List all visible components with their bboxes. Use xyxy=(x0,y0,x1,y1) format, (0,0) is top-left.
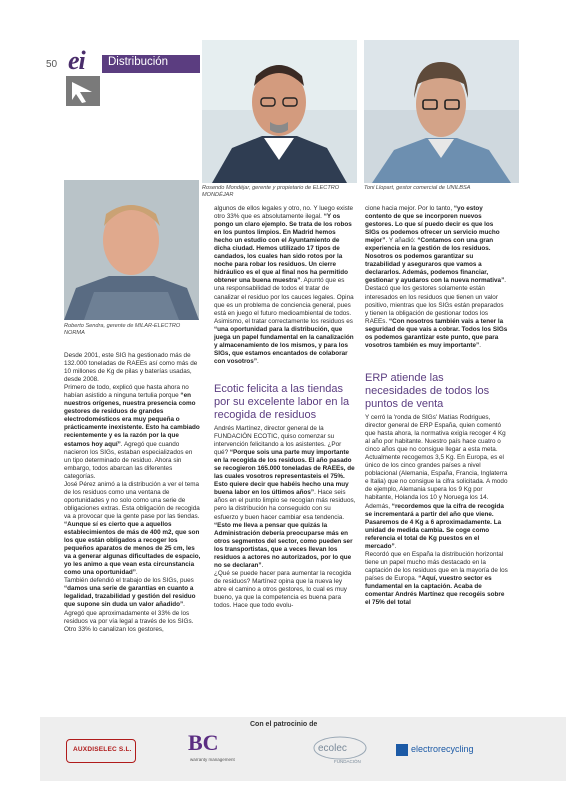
paragraph: José Pérez animó a la distribución a ver el tema de los residuos como una ventana de oportunidades y no solo como una serie de obligaciones extras. Esta obligación de recogida va a provocar que la gente pase por las tiendas. “Aunque sí es cierto que a aquellos establecimientos de más de 400 m2, que son los que están obligados a recoger los pequeños aparatos de menos de 25 cm, les va a generar algunas dificultades de espacio, yo les animo a que vean esta circunstancia como una oportunidad”. xyxy=(64,480,201,577)
paragraph: cione hacia mejor. Por lo tanto, “yo estoy contento de que se incorporen nuevos gestores. Lo que sí puedo decir es que los SIGs os podemos ofrecer un servicio mucho mejor”. Y añadió: “Contamos con una gran experiencia en la gestión de los residuos. Nosotros os podemos garantizar su trazabilidad y aseguraros que vamos a declararlos. Además, podemos financiar, gestionar y ayudaros con la nueva normativa”. Destacó que los gestores solamente están interesados en los residuos que tienen un valor positivo, mientras que los SIGs están preparados y tienen la obligación de gestionar todos los RAEEs. “Con nosotros también vais a tener la seguridad de que vais a cobrar. Todos los SIGs os podemos garantizar este punto, que para vosotros también es muy importante”. xyxy=(365,205,508,349)
photo-roberto-sendra xyxy=(64,180,199,320)
text-column-3b xyxy=(365,414,508,607)
heading-ecotic: Ecotic felicita a las tiendas por su excelente labor en la recogida de residuos xyxy=(214,383,350,421)
bc-subtitle: warranty management xyxy=(190,757,235,762)
page-number: 50 xyxy=(46,59,58,70)
text-column-2 xyxy=(214,205,356,366)
ecolec-logo xyxy=(308,733,372,769)
caption-roberto: Roberto Sendra, gerente de MILAR-ELECTRO NORMA xyxy=(64,323,181,336)
electrorecycling-logo xyxy=(396,743,512,759)
text-column-3 xyxy=(365,205,508,350)
paragraph: También defendió el trabajo de los SIGs, pues “damos una serie de garantías en cuanto a legalidad, trazabilidad y gestión del residuo que supone sin duda un valor añadido”. Agregó que aproximadamente el 33% de los residuos va por vía legal a través de los SIGs. Otro 33% lo canalizan los gestores, xyxy=(64,577,196,633)
section-title: Distribución xyxy=(108,56,169,68)
paragraph: Andrés Martínez, director general de la FUNDACIÓN ECOTIC, quiso comenzar su intervención felicitando a los asistentes. ¿Por qué? “Porque sois una parte muy importante en la recogida de los residuos. El año pasado se recogieron 165.000 toneladas de RAEEs, de las cuales vosotros representasteis el 75%. Esto quiere decir que habéis hecho una muy buena labor en los últimos años”. Hace seis años en el punto limpio se recogían más residuos, pero la distribución ha conseguido con su esfuerzo y buen hacer cambiar esa tendencia. “Esto me lleva a pensar que quizás la Administración debería preocuparse más en otros segmentos del sector, como pueden ser los transportistas, que a veces llevan los residuos a actores no autorizados, por lo que no se declaran”. xyxy=(214,425,356,569)
ecolec-text: ecolec xyxy=(318,743,347,754)
bc-text: BC xyxy=(188,730,219,755)
caption-rosendo: Rosendo Mondéjar, gerente y propietario de ELECTRO MONDÉJAR xyxy=(202,185,340,198)
photo-toni-llopart xyxy=(364,40,519,183)
auxdiselec-text: AUXDISELEC S.L. xyxy=(73,746,132,753)
paragraph: Primero de todo, explicó que hasta ahora no habían asistido a ninguna tertulia porque “en nuestros orígenes, nuestra presencia como gestores de residuos de grandes electrodomésticos era muy pequeña o prácticamente inexistente. Esto ha cambiado recientemente y es la razón por la que estamos hoy aquí”. Agregó que cuando nacieron los SIGs, estaban especializados en un tipo determinado de residuo. Ahora sin embargo, todos abarcan las diferentes categorías. xyxy=(64,384,200,480)
paragraph: algunos de ellos legales y otro, no. Y luego existe otro 33% que es absolutamente ilegal. “Y os pongo un claro ejemplo. Se trata de los robos en los puntos limpios. En Madrid hemos hecho un estudio con el Ayuntamiento de dicha ciudad. Hemos utilizado 17 tipos de candados, los cuales han sido rotos por la noche para robar los residuos. Un cierre hidráulico es el que al final nos ha permitido obtener una buena muestra”. Apuntó que es una responsabilidad de todos el tratar de canalizar el residuo por los cauces legales. Opina que es un problema de conciencia general, pues está en juego el futuro medioambiental de todos. Asimismo, el tratar correctamente los residuos es “una oportunidad para la distribución, que juega un papel fundamental en la canalización y almacenamiento de los mismos, y para los SIGs, que estamos encantados de colaborar con vosotros”. xyxy=(214,205,354,365)
electrorecycling-icon xyxy=(396,744,408,756)
paragraph: Y cerró la 'ronda de SIGs' Matías Rodrigues, director general de ERP España, quien comentó que hasta ahora, la normativa exigía recoger 4 Kg al año por habitante. Nuestro país hace cuatro o cinco años que no consigue llegar a esta meta. Actualmente recogemos 3,5 Kg. En Europa, es el único de los cinco grandes países a nivel poblacional (Alemania, España, Francia, Inglaterra e Italia) que no consigue la cifra solicitada. A modo de ejemplo, Alemania supera los 9 Kg por habitante, Holanda los 10 y Noruega los 14. Además, “recordemos que la cifra de recogida se incrementará a partir del año que viene. Pasaremos de 4 Kg a 6 aproximadamente. La unidad de medida cambia. Se coge como referencia el total de Kg puestos en el mercado”. xyxy=(365,414,508,550)
paragraph: Desde 2001, este SIG ha gestionado más de 132.000 toneladas de RAEEs así como más de 10 millones de Kg de pilas y baterías usadas, desde 2008. xyxy=(64,352,198,384)
arrow-icon xyxy=(66,76,100,106)
heading-erp: ERP atiende las necesidades de todos los puntos de venta xyxy=(365,372,490,410)
text-column-1 xyxy=(64,352,201,634)
photo-rosendo-mondejar xyxy=(202,40,357,183)
bc-logo xyxy=(186,730,242,768)
electrorecycling-text: electrorecycling xyxy=(411,744,474,754)
paragraph: Recordó que en España la distribución horizontal tiene un papel mucho más destacado en la captación de los residuos que en la mayoría de los países de Europa. “Aquí, vuestro sector es fundamental en la captación. Acaba de comentar Andrés Martínez que recogéis sobre el 75% del total xyxy=(365,550,508,607)
magazine-logo: ei xyxy=(68,46,85,75)
auxdiselec-logo xyxy=(66,739,136,763)
text-column-2b xyxy=(214,425,356,610)
paragraph: ¿Qué se puede hacer para aumentar la recogida de residuos? Martínez opina que la nueva ley abre el camino a otros gestores, lo cual es muy bueno, ya que la competencia es buena para todos. Hace que todo evolu- xyxy=(214,569,352,610)
sponsor-title: Con el patrocinio de xyxy=(250,721,318,728)
caption-toni: Toni Llopart, gestor comercial de UNILBSA xyxy=(364,185,471,191)
ecolec-subtitle: FUNDACIÓN xyxy=(334,759,361,764)
